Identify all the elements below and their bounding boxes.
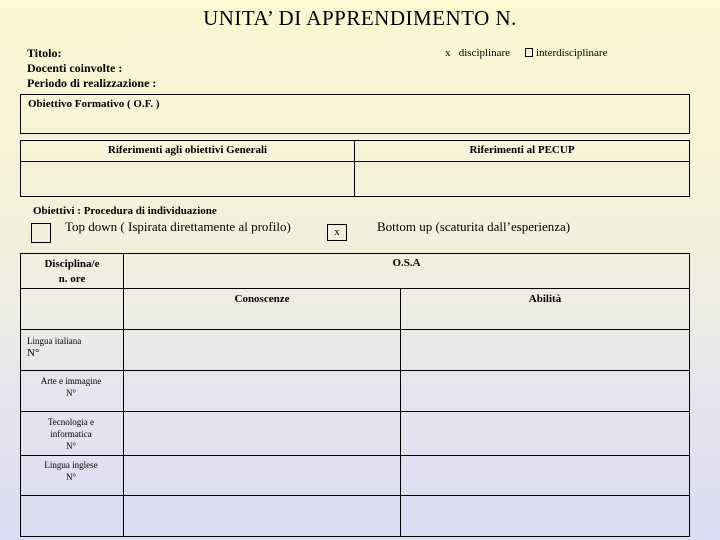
disciplina-header-label <box>20 257 124 287</box>
riferimenti-generali-label: Riferimenti agli obiettivi Generali <box>107 144 268 156</box>
disciplinare-mark: x <box>445 47 451 59</box>
conoscenze-cell[interactable] <box>123 495 401 537</box>
disciplina-header-line2: n. ore <box>58 273 86 285</box>
docenti-label: Docenti coinvolte : <box>27 61 123 75</box>
row-tecnologia-label <box>20 416 122 452</box>
abilita-cell[interactable] <box>400 495 690 537</box>
page-title: UNITA’ DI APPRENDIMENTO N. <box>203 6 517 30</box>
disciplina-header-line1: Disciplina/e <box>44 258 100 270</box>
row-lingua-inglese-label <box>20 459 122 483</box>
top-down-checkbox[interactable] <box>31 223 51 243</box>
row-lingua-italiana-label <box>27 335 81 359</box>
conoscenze-cell[interactable] <box>123 329 401 371</box>
abilita-cell[interactable] <box>400 455 690 496</box>
table-row <box>20 495 124 537</box>
obiettivo-formativo-label: Obiettivo Formativo ( O.F. ) <box>28 98 160 110</box>
conoscenze-cell[interactable] <box>123 455 401 496</box>
conoscenze-cell[interactable] <box>123 411 401 456</box>
row-hours: N° <box>65 441 77 451</box>
abilita-label: Abilità <box>528 293 562 305</box>
interdisciplinare-checkbox[interactable] <box>525 48 533 57</box>
obiettivi-procedura-label: Obiettivi : Procedura di individuazione <box>33 205 217 217</box>
abilita-cell[interactable] <box>400 411 690 456</box>
row-subject: Arte e immagine <box>40 376 102 386</box>
row-subject: Tecnologia e <box>47 417 95 427</box>
conoscenze-cell[interactable] <box>123 370 401 412</box>
row-hours: N° <box>65 388 77 398</box>
periodo-label: Periodo di realizzazione : <box>27 76 157 90</box>
disciplina-blank-cell <box>20 288 124 330</box>
abilita-cell[interactable] <box>400 370 690 412</box>
osa-label: O.S.A <box>392 257 421 269</box>
interdisciplinare-label: interdisciplinare <box>536 47 608 59</box>
bottom-up-label: Bottom up (scaturita dall’esperienza) <box>377 219 571 234</box>
conoscenze-label: Conoscenze <box>234 293 290 305</box>
row-hours: N° <box>27 347 40 359</box>
riferimenti-pecup-cell[interactable] <box>354 161 690 197</box>
interdisciplinare-option[interactable] <box>525 47 607 59</box>
top-down-label: Top down ( Ispirata direttamente al profilo) <box>65 219 291 234</box>
row-subject: Lingua italiana <box>27 336 82 346</box>
row-arte-immagine-label <box>20 375 122 399</box>
disciplinare-label: disciplinare <box>458 47 511 59</box>
row-subject: Lingua inglese <box>44 460 98 470</box>
row-subject-cont: informatica <box>50 429 92 439</box>
x-box[interactable]: x <box>327 224 347 241</box>
abilita-cell[interactable] <box>400 329 690 371</box>
disciplinare-option[interactable] <box>445 47 510 59</box>
riferimenti-generali-cell[interactable] <box>20 161 355 197</box>
titolo-label: Titolo: <box>27 46 62 60</box>
row-hours: N° <box>65 472 77 482</box>
riferimenti-pecup-label: Riferimenti al PECUP <box>469 144 575 156</box>
